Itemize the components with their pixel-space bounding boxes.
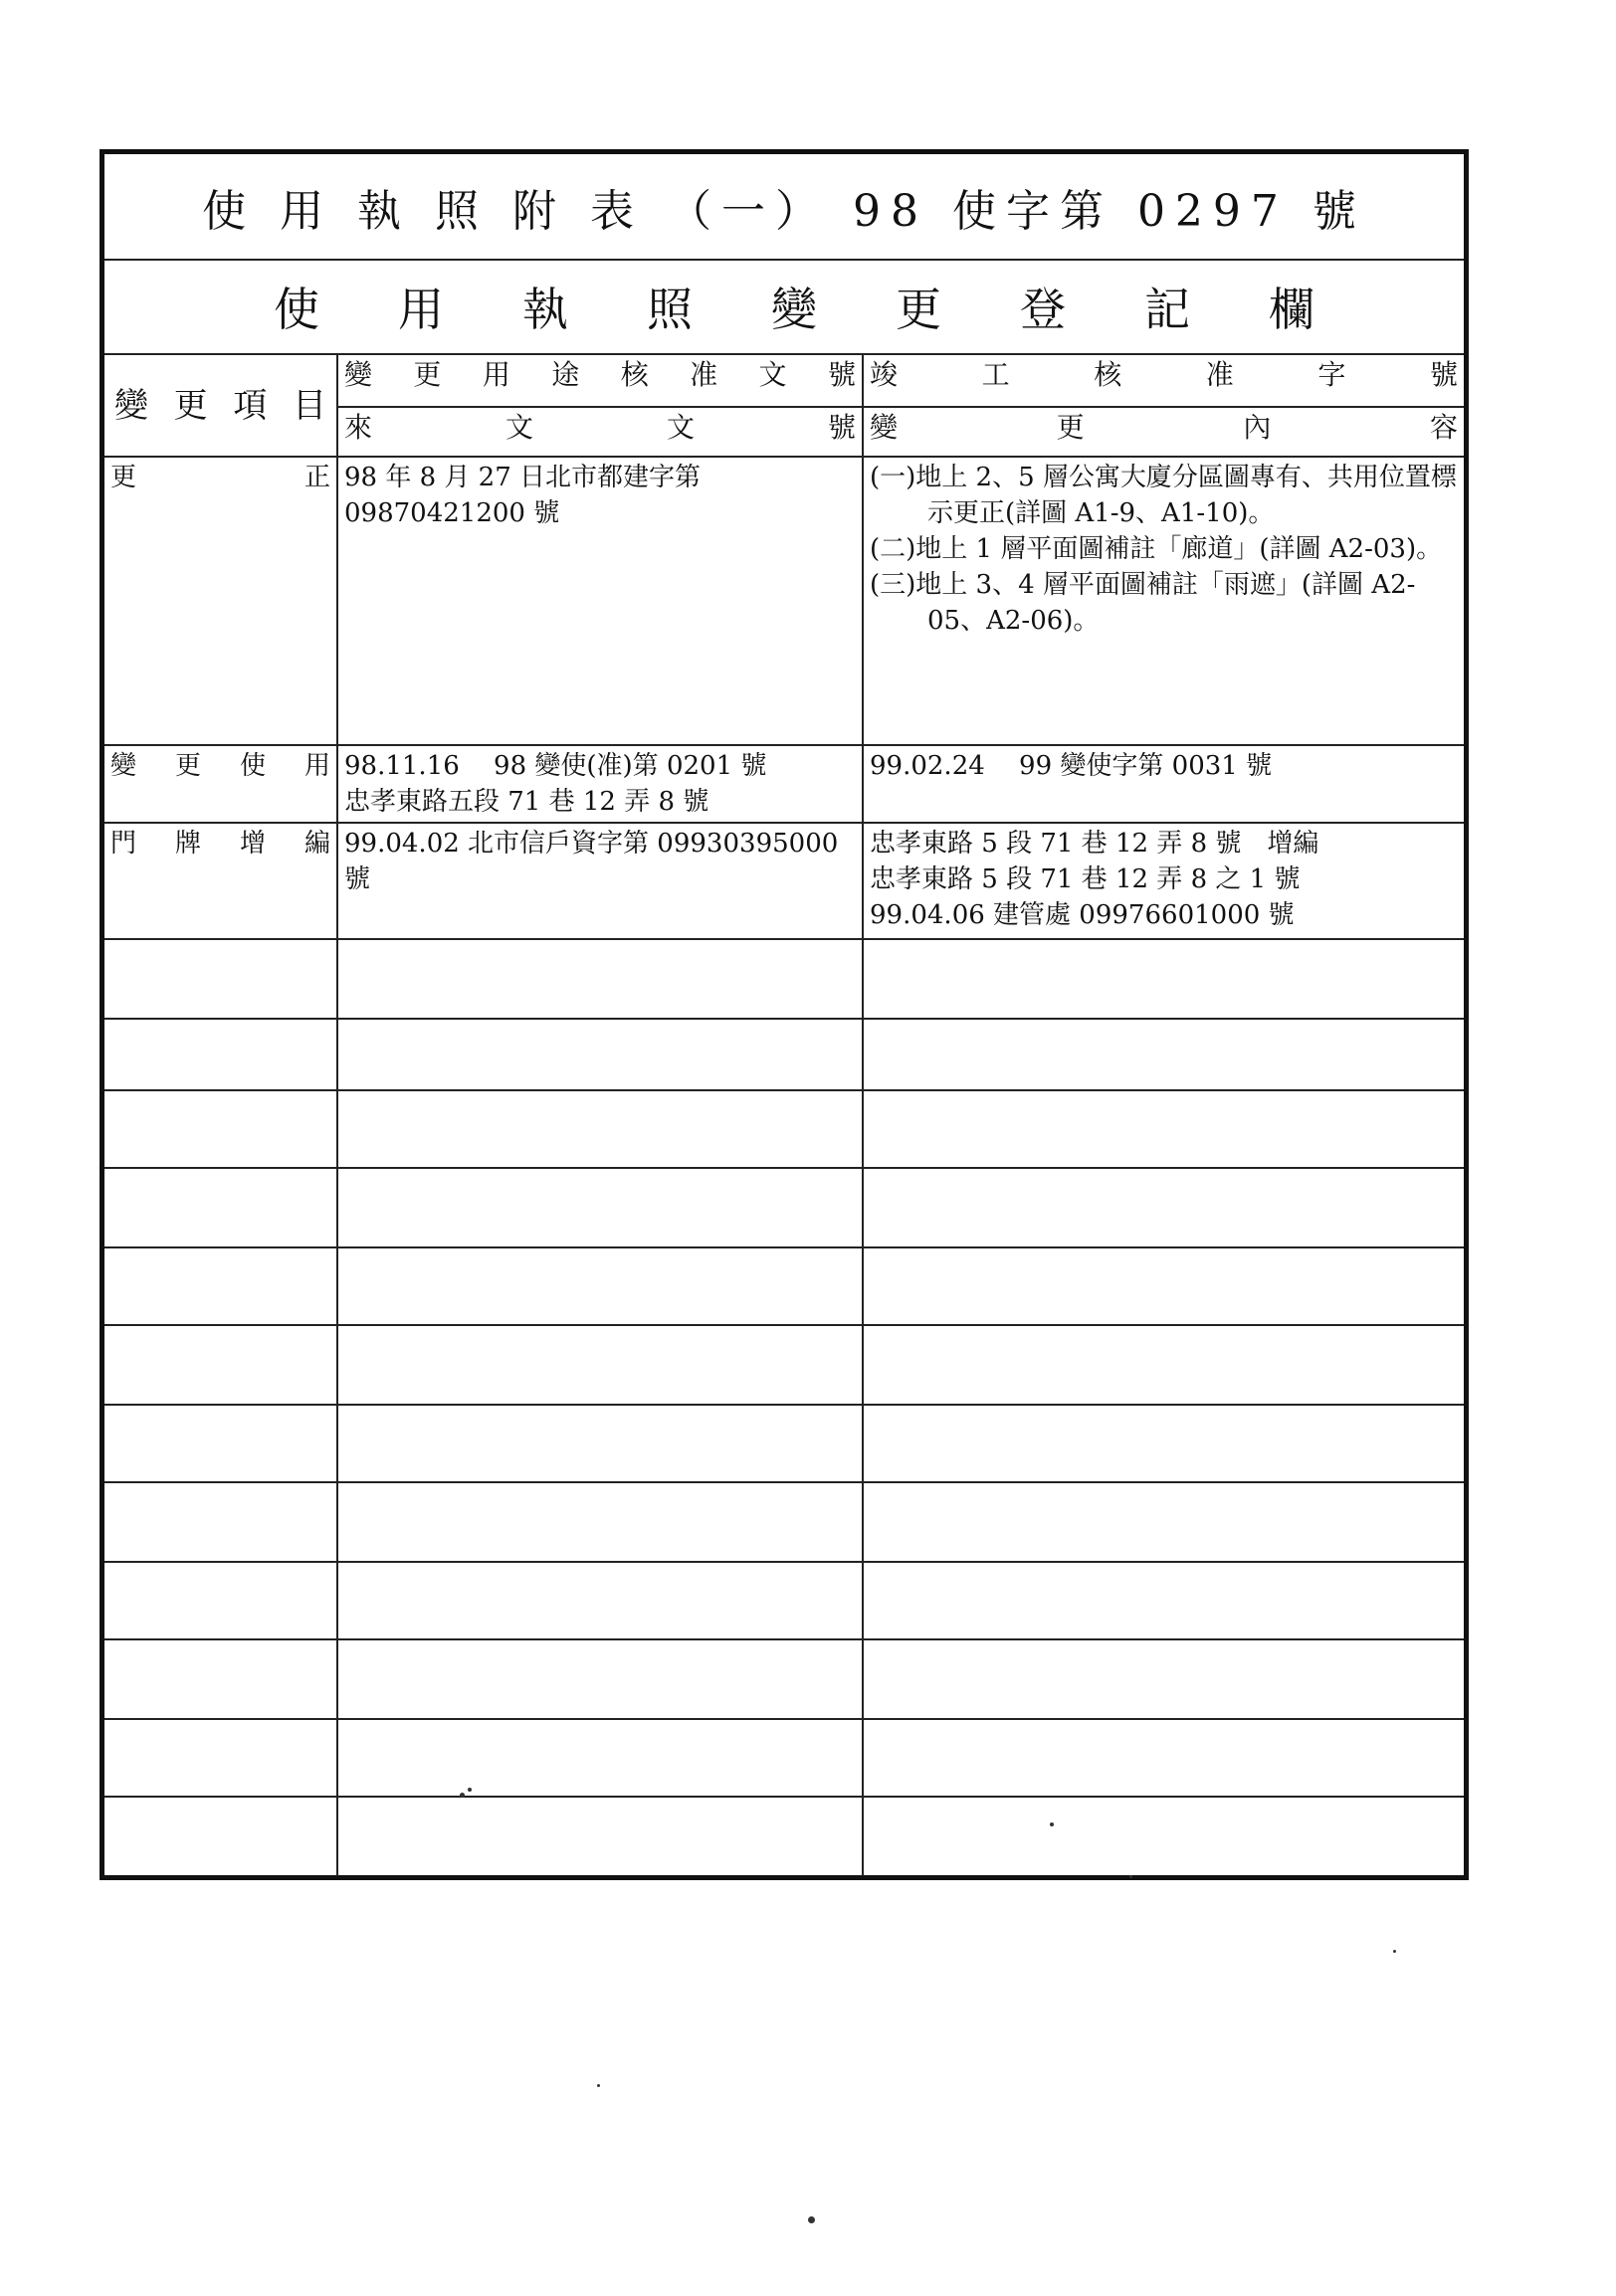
document-title-text: 使 用 執 照 附 表 （一） 98 使字第 0297 號 — [202, 185, 1366, 237]
change-content-cell — [863, 823, 1464, 939]
empty-cell — [337, 1797, 863, 1876]
change-item-cell — [104, 745, 337, 823]
change-content-cell — [863, 457, 1464, 745]
header-incoming-doc-char: 來 — [344, 411, 373, 444]
header-incoming-doc-char: 號 — [827, 411, 856, 444]
table-row — [104, 823, 1464, 939]
scan-speckle — [808, 2216, 815, 2223]
empty-cell — [337, 1719, 863, 1797]
section-title-char: 登 — [1020, 282, 1066, 336]
empty-cell — [337, 1168, 863, 1247]
empty-table-row — [104, 1019, 1464, 1090]
header-approval-doc-char: 途 — [551, 358, 580, 391]
header-change-content-char: 變 — [870, 411, 899, 444]
empty-table-row — [104, 1482, 1464, 1562]
empty-cell — [863, 1562, 1464, 1639]
header-change-item-char: 更 — [173, 385, 208, 426]
change-content-cell — [863, 745, 1464, 823]
change-content-line: (二)地上 1 層平面圖補註「廊道」(詳圖 A2-03)。 — [870, 534, 1443, 564]
scan-speckle — [1050, 1822, 1054, 1826]
license-form — [100, 149, 1469, 1880]
section-title — [104, 259, 1464, 355]
header-completion-doc-char: 工 — [981, 358, 1010, 391]
header-approval-doc-char: 變 — [344, 358, 373, 391]
empty-table-row — [104, 1405, 1464, 1482]
section-title-char: 更 — [896, 282, 941, 336]
empty-table-row — [104, 1719, 1464, 1797]
empty-table-row — [104, 1562, 1464, 1639]
empty-cell — [863, 1247, 1464, 1325]
header-completion-doc-char: 號 — [1429, 358, 1458, 391]
section-title-char: 欄 — [1269, 282, 1314, 336]
change-item-char: 門 — [110, 829, 137, 859]
header-completion-doc — [863, 355, 1464, 407]
header-approval-doc-char: 准 — [690, 358, 718, 391]
change-content-line: 99.02.24 99 變使字第 0031 號 — [870, 751, 1273, 781]
change-item-char: 編 — [303, 829, 330, 859]
empty-cell — [863, 1325, 1464, 1405]
section-title-char: 記 — [1144, 282, 1190, 336]
header-change-item — [104, 355, 337, 457]
empty-cell — [863, 1168, 1464, 1247]
header-approval-doc-char: 用 — [482, 358, 510, 391]
scan-speckle — [1129, 1875, 1132, 1878]
header-change-content-char: 更 — [1056, 411, 1085, 444]
empty-cell — [104, 1019, 337, 1090]
empty-cell — [337, 1562, 863, 1639]
change-content-line: 忠孝東路 5 段 71 巷 12 弄 8 之 1 號 — [870, 864, 1301, 894]
section-title-char: 變 — [771, 282, 817, 336]
document-title — [104, 154, 1464, 261]
empty-cell — [863, 1019, 1464, 1090]
empty-cell — [104, 939, 337, 1019]
section-title-char: 使 — [274, 282, 319, 336]
scan-speckle — [1393, 1950, 1396, 1953]
scan-speckle — [468, 1788, 472, 1792]
header-completion-doc-char: 核 — [1094, 358, 1122, 391]
empty-table-row — [104, 1325, 1464, 1405]
empty-table-row — [104, 939, 1464, 1019]
header-incoming-doc-char: 文 — [666, 411, 695, 444]
empty-table-row — [104, 1639, 1464, 1719]
change-item-char: 正 — [303, 463, 330, 492]
header-approval-doc-char: 更 — [413, 358, 442, 391]
scan-speckle — [460, 1793, 465, 1798]
document-number-cell — [337, 457, 863, 745]
empty-cell — [104, 1797, 337, 1876]
empty-cell — [337, 1405, 863, 1482]
empty-cell — [104, 1482, 337, 1562]
header-incoming-doc-char: 文 — [505, 411, 533, 444]
empty-cell — [104, 1247, 337, 1325]
empty-cell — [104, 1168, 337, 1247]
empty-cell — [337, 1325, 863, 1405]
header-change-content-char: 容 — [1429, 411, 1458, 444]
empty-cell — [104, 1325, 337, 1405]
section-title-char: 照 — [647, 282, 693, 336]
empty-table-row — [104, 1247, 1464, 1325]
empty-cell — [337, 1639, 863, 1719]
header-approval-doc — [337, 355, 863, 407]
header-change-item-char: 變 — [114, 385, 148, 426]
empty-cell — [104, 1090, 337, 1168]
empty-cell — [863, 939, 1464, 1019]
change-item-char: 用 — [303, 751, 330, 781]
empty-cell — [337, 1019, 863, 1090]
change-item-cell — [104, 457, 337, 745]
header-change-item-char: 項 — [233, 385, 268, 426]
header-change-content — [863, 407, 1464, 457]
table-row — [104, 745, 1464, 823]
section-title-char: 用 — [398, 282, 444, 336]
change-item-char: 使 — [239, 751, 266, 781]
empty-cell — [104, 1405, 337, 1482]
empty-cell — [863, 1405, 1464, 1482]
change-registry-table — [104, 355, 1464, 1876]
change-item-char: 變 — [110, 751, 137, 781]
change-content-line: 99.04.06 建管處 09976601000 號 — [870, 900, 1295, 930]
header-completion-doc-char: 字 — [1317, 358, 1346, 391]
change-item-char: 更 — [174, 751, 201, 781]
empty-cell — [337, 1247, 863, 1325]
document-number-cell — [337, 823, 863, 939]
empty-cell — [863, 1719, 1464, 1797]
empty-cell — [104, 1639, 337, 1719]
header-change-content-char: 內 — [1243, 411, 1272, 444]
empty-cell — [104, 1719, 337, 1797]
scan-speckle — [597, 2084, 600, 2087]
empty-cell — [863, 1797, 1464, 1876]
document-number-cell — [337, 745, 863, 823]
table-row — [104, 457, 1464, 745]
empty-cell — [863, 1482, 1464, 1562]
document-number-text: 99.04.02 北市信戶資字第 09930395000 號 — [344, 829, 839, 894]
empty-table-row — [104, 1168, 1464, 1247]
empty-cell — [104, 1562, 337, 1639]
document-number-text: 98 年 8 月 27 日北市都建字第 09870421200 號 — [344, 463, 702, 528]
empty-cell — [337, 939, 863, 1019]
header-incoming-doc — [337, 407, 863, 457]
header-approval-doc-char: 號 — [827, 358, 856, 391]
change-item-char: 牌 — [174, 829, 201, 859]
header-approval-doc-char: 核 — [620, 358, 649, 391]
empty-cell — [337, 1090, 863, 1168]
header-row-top — [104, 355, 1464, 407]
header-approval-doc-char: 文 — [758, 358, 787, 391]
change-item-cell — [104, 823, 337, 939]
empty-cell — [863, 1639, 1464, 1719]
change-content-line: (一)地上 2、5 層公寓大廈分區圖專有、共用位置標示更正(詳圖 A1-9、A1-10)。 — [870, 463, 1457, 528]
header-completion-doc-char: 准 — [1205, 358, 1234, 391]
empty-table-row — [104, 1090, 1464, 1168]
empty-table-row — [104, 1797, 1464, 1876]
change-content-line: 忠孝東路 5 段 71 巷 12 弄 8 號 增編 — [870, 829, 1319, 859]
section-title-char: 執 — [522, 282, 568, 336]
document-number-text: 98.11.16 98 變使(准)第 0201 號 忠孝東路五段 71 巷 12 弄 8 號 — [344, 751, 767, 817]
empty-cell — [337, 1482, 863, 1562]
change-content-line: (三)地上 3、4 層平面圖補註「雨遮」(詳圖 A2-05、A2-06)。 — [870, 570, 1416, 636]
change-item-char: 更 — [110, 463, 137, 492]
change-item-char: 增 — [239, 829, 266, 859]
header-completion-doc-char: 竣 — [870, 358, 899, 391]
header-change-item-char: 目 — [292, 385, 326, 426]
empty-cell — [863, 1090, 1464, 1168]
